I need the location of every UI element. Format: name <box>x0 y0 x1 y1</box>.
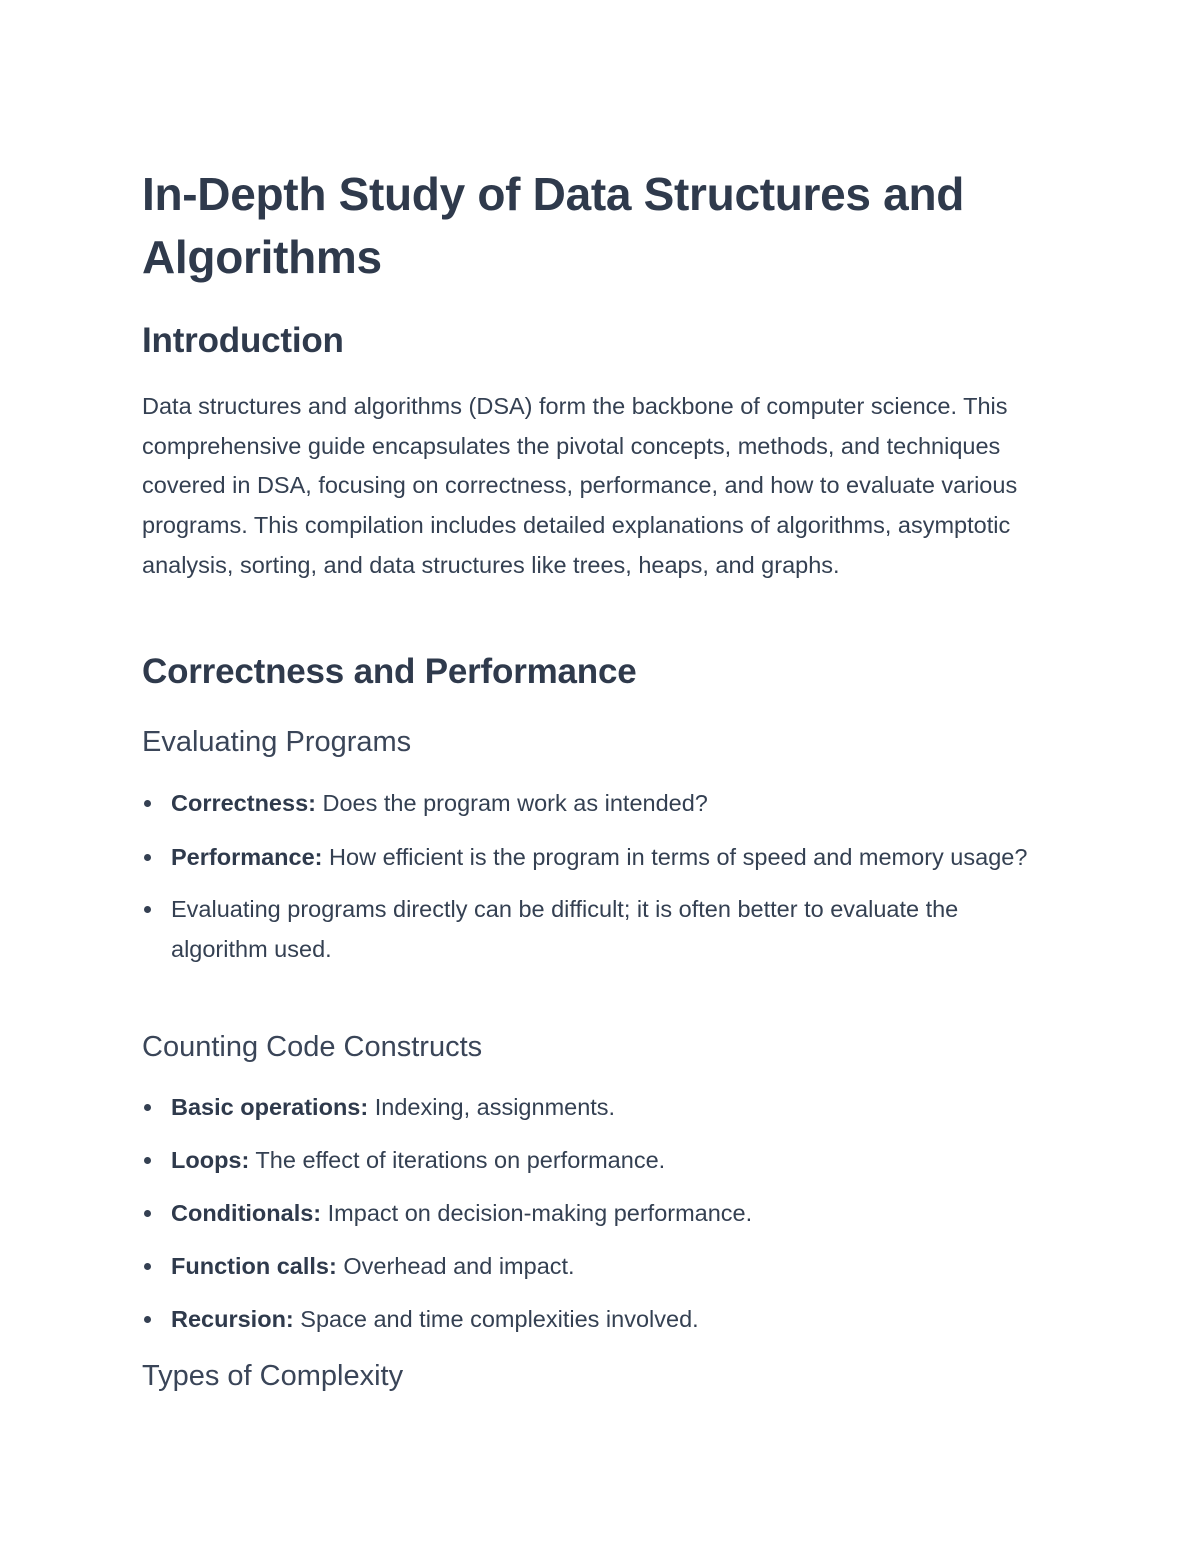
list-item <box>142 889 1042 969</box>
list-item-text: The effect of iterations on performance. <box>249 1147 666 1173</box>
bullet-icon <box>144 906 151 913</box>
list-item <box>142 783 1042 823</box>
bullet-icon <box>144 1263 151 1270</box>
list-item <box>142 1140 1042 1180</box>
evaluating-programs-list <box>142 783 1042 969</box>
list-item <box>142 1193 1042 1233</box>
list-item-term: Performance: <box>171 844 323 870</box>
bullet-icon <box>144 1316 151 1323</box>
list-item-text: Space and time complexities involved. <box>293 1306 699 1332</box>
list-item-term: Basic operations: <box>171 1094 369 1120</box>
bullet-icon <box>144 1104 151 1111</box>
list-item-text: Overhead and impact. <box>336 1253 575 1279</box>
list-item <box>142 837 1042 877</box>
bullet-icon <box>144 1157 151 1164</box>
list-item-term: Function calls: <box>171 1253 337 1279</box>
bullet-icon <box>144 854 151 861</box>
counting-code-constructs-heading: Counting Code Constructs <box>142 1031 483 1063</box>
list-item <box>142 1299 1042 1339</box>
bullet-icon <box>144 1210 151 1217</box>
bullet-icon <box>144 800 151 807</box>
list-item <box>142 1087 1042 1127</box>
evaluating-programs-heading: Evaluating Programs <box>142 726 412 758</box>
list-item-term: Correctness: <box>171 790 316 816</box>
introduction-paragraph: Data structures and algorithms (DSA) form the backbone of computer science. This comprehensive guide encapsulates the pivotal concepts, methods, and techniques covered in DSA, focusing on correctness, performance, and how to evaluate various programs. This compilation includes detailed explanations of algorithms, asymptotic analysis, sorting, and data structures like trees, heaps, and graphs. <box>142 393 1018 578</box>
list-item-term: Conditionals: <box>171 1200 322 1226</box>
list-item-text: How efficient is the program in terms of speed and memory usage? <box>322 844 1028 870</box>
counting-code-constructs-list <box>142 1087 1042 1339</box>
list-item-term: Recursion: <box>171 1306 294 1332</box>
list-item-text: Indexing, assignments. <box>368 1094 616 1120</box>
list-item-text: Impact on decision-making performance. <box>321 1200 753 1226</box>
types-of-complexity-heading: Types of Complexity <box>142 1360 404 1392</box>
introduction-heading: Introduction <box>142 321 344 360</box>
list-item-text: Evaluating programs directly can be difficult; it is often better to evaluate the algorithm used. <box>171 896 959 962</box>
list-item-term: Loops: <box>171 1147 250 1173</box>
list-item-text: Does the program work as intended? <box>315 790 708 816</box>
correctness-performance-heading: Correctness and Performance <box>142 652 637 691</box>
document-title: In-Depth Study of Data Structures and Algorithms <box>142 168 965 283</box>
list-item <box>142 1246 1042 1286</box>
